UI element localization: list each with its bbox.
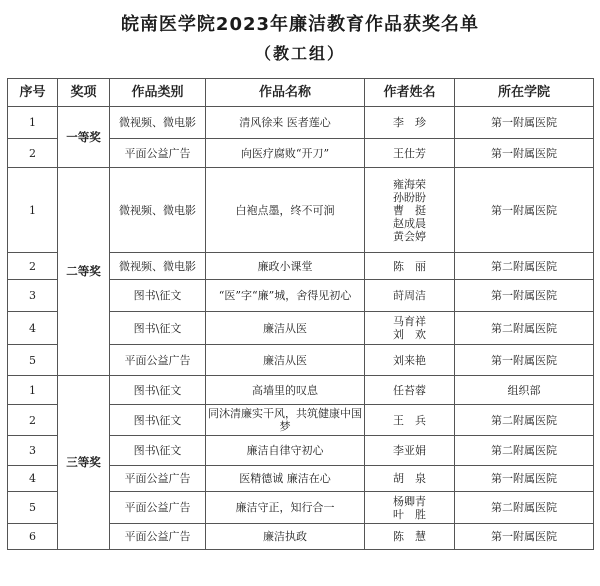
work-title: “医”字“廉”城，舍得见初心 xyxy=(206,280,365,312)
author-name: 王 兵 xyxy=(393,413,426,427)
author-names xyxy=(365,524,455,550)
work-title: 廉洁从医 xyxy=(206,312,365,345)
work-category: 平面公益广告 xyxy=(110,492,206,524)
award-table xyxy=(7,78,594,550)
header-work: 作品名称 xyxy=(206,79,365,107)
row-number: 1 xyxy=(8,376,58,405)
author-name: 王仕芳 xyxy=(393,146,426,160)
row-number: 2 xyxy=(8,405,58,436)
row-number: 4 xyxy=(8,312,58,345)
author-name: 叶 胜 xyxy=(393,507,426,521)
author-name: 任苔蓉 xyxy=(393,383,426,397)
work-category: 微视频、微电影 xyxy=(110,253,206,280)
row-number: 4 xyxy=(8,466,58,492)
college-name: 第一附属医院 xyxy=(455,139,594,168)
work-category: 微视频、微电影 xyxy=(110,107,206,139)
author-names xyxy=(365,139,455,168)
row-number: 1 xyxy=(8,168,58,253)
work-category: 图书\征文 xyxy=(110,280,206,312)
header-no: 序号 xyxy=(8,79,58,107)
row-number: 2 xyxy=(8,139,58,168)
award-level: 三等奖 xyxy=(58,376,110,550)
author-name: 刘来艳 xyxy=(393,353,426,367)
author-name: 曹 挺 xyxy=(393,203,426,217)
author-name: 陈 丽 xyxy=(393,259,426,273)
work-title: 白袍点墨，终不可涧 xyxy=(206,168,365,253)
college-name: 第一附属医院 xyxy=(455,280,594,312)
header-award: 奖项 xyxy=(58,79,110,107)
work-category: 平面公益广告 xyxy=(110,524,206,550)
author-names xyxy=(365,280,455,312)
college-name: 第二附属医院 xyxy=(455,312,594,345)
table-header-row xyxy=(8,79,594,107)
author-name: 胡 泉 xyxy=(393,472,426,485)
row-number: 3 xyxy=(8,436,58,466)
work-category: 图书\征文 xyxy=(110,405,206,436)
author-name: 赵成晨 xyxy=(393,216,426,230)
work-category: 图书\征文 xyxy=(110,312,206,345)
author-name: 刘 欢 xyxy=(393,328,426,341)
author-name: 莳周洁 xyxy=(393,289,426,302)
table-row xyxy=(8,168,594,253)
college-name: 第一附属医院 xyxy=(455,107,594,139)
header-author: 作者姓名 xyxy=(365,79,455,107)
college-name: 第二附属医院 xyxy=(455,492,594,524)
author-name: 陈 慧 xyxy=(393,530,426,543)
award-level: 二等奖 xyxy=(58,168,110,376)
author-names xyxy=(365,253,455,280)
author-names xyxy=(365,492,455,524)
work-title: 高墙里的叹息 xyxy=(206,376,365,405)
row-number: 5 xyxy=(8,345,58,376)
college-name: 第二附属医院 xyxy=(455,436,594,466)
work-title: 清风徐来 医者莲心 xyxy=(206,107,365,139)
college-name: 第一附属医院 xyxy=(455,168,594,253)
college-name: 第一附属医院 xyxy=(455,345,594,376)
author-name: 杨卿青 xyxy=(393,494,426,508)
work-title: 廉洁自律守初心 xyxy=(206,436,365,466)
work-category: 微视频、微电影 xyxy=(110,168,206,253)
work-category: 平面公益广告 xyxy=(110,466,206,492)
author-names xyxy=(365,436,455,466)
college-name: 第二附属医院 xyxy=(455,405,594,436)
author-name: 李 珍 xyxy=(393,116,426,129)
work-category: 平面公益广告 xyxy=(110,345,206,376)
author-names xyxy=(365,345,455,376)
work-title: 廉洁守正，知行合一 xyxy=(206,492,365,524)
author-names xyxy=(365,376,455,405)
author-name: 雍海荣 xyxy=(393,177,426,191)
author-names xyxy=(365,312,455,345)
work-category: 平面公益广告 xyxy=(110,139,206,168)
work-title: 同沐清廉实干风，共筑健康中国梦 xyxy=(206,405,365,436)
college-name: 第一附属医院 xyxy=(455,466,594,492)
work-title: 廉洁从医 xyxy=(206,345,365,376)
work-title: 廉洁执政 xyxy=(206,524,365,550)
author-names xyxy=(365,466,455,492)
document-subtitle: （教工组） xyxy=(254,44,345,63)
college-name: 组织部 xyxy=(455,376,594,405)
table-row xyxy=(8,107,594,139)
college-name: 第一附属医院 xyxy=(455,524,594,550)
document-title: 皖南医学院2023年廉洁教育作品获奖名单 xyxy=(120,14,480,35)
row-number: 6 xyxy=(8,524,58,550)
row-number: 1 xyxy=(8,107,58,139)
author-names xyxy=(365,107,455,139)
work-title: 廉政小课堂 xyxy=(206,253,365,280)
author-names xyxy=(365,168,455,253)
award-level: 一等奖 xyxy=(58,107,110,168)
header-category: 作品类别 xyxy=(110,79,206,107)
row-number: 3 xyxy=(8,280,58,312)
author-name: 李亚娟 xyxy=(393,444,426,457)
work-category: 图书\征文 xyxy=(110,376,206,405)
row-number: 5 xyxy=(8,492,58,524)
author-name: 马育祥 xyxy=(393,315,426,328)
table-row xyxy=(8,376,594,405)
college-name: 第二附属医院 xyxy=(455,253,594,280)
row-number: 2 xyxy=(8,253,58,280)
author-names xyxy=(365,405,455,436)
header-college: 所在学院 xyxy=(455,79,594,107)
work-title: 医精德诚 廉洁在心 xyxy=(206,466,365,492)
work-title: 向医疗腐败“开刀” xyxy=(206,139,365,168)
work-category: 图书\征文 xyxy=(110,436,206,466)
author-name: 黄会婷 xyxy=(393,229,426,243)
author-name: 孙盼盼 xyxy=(393,190,426,204)
